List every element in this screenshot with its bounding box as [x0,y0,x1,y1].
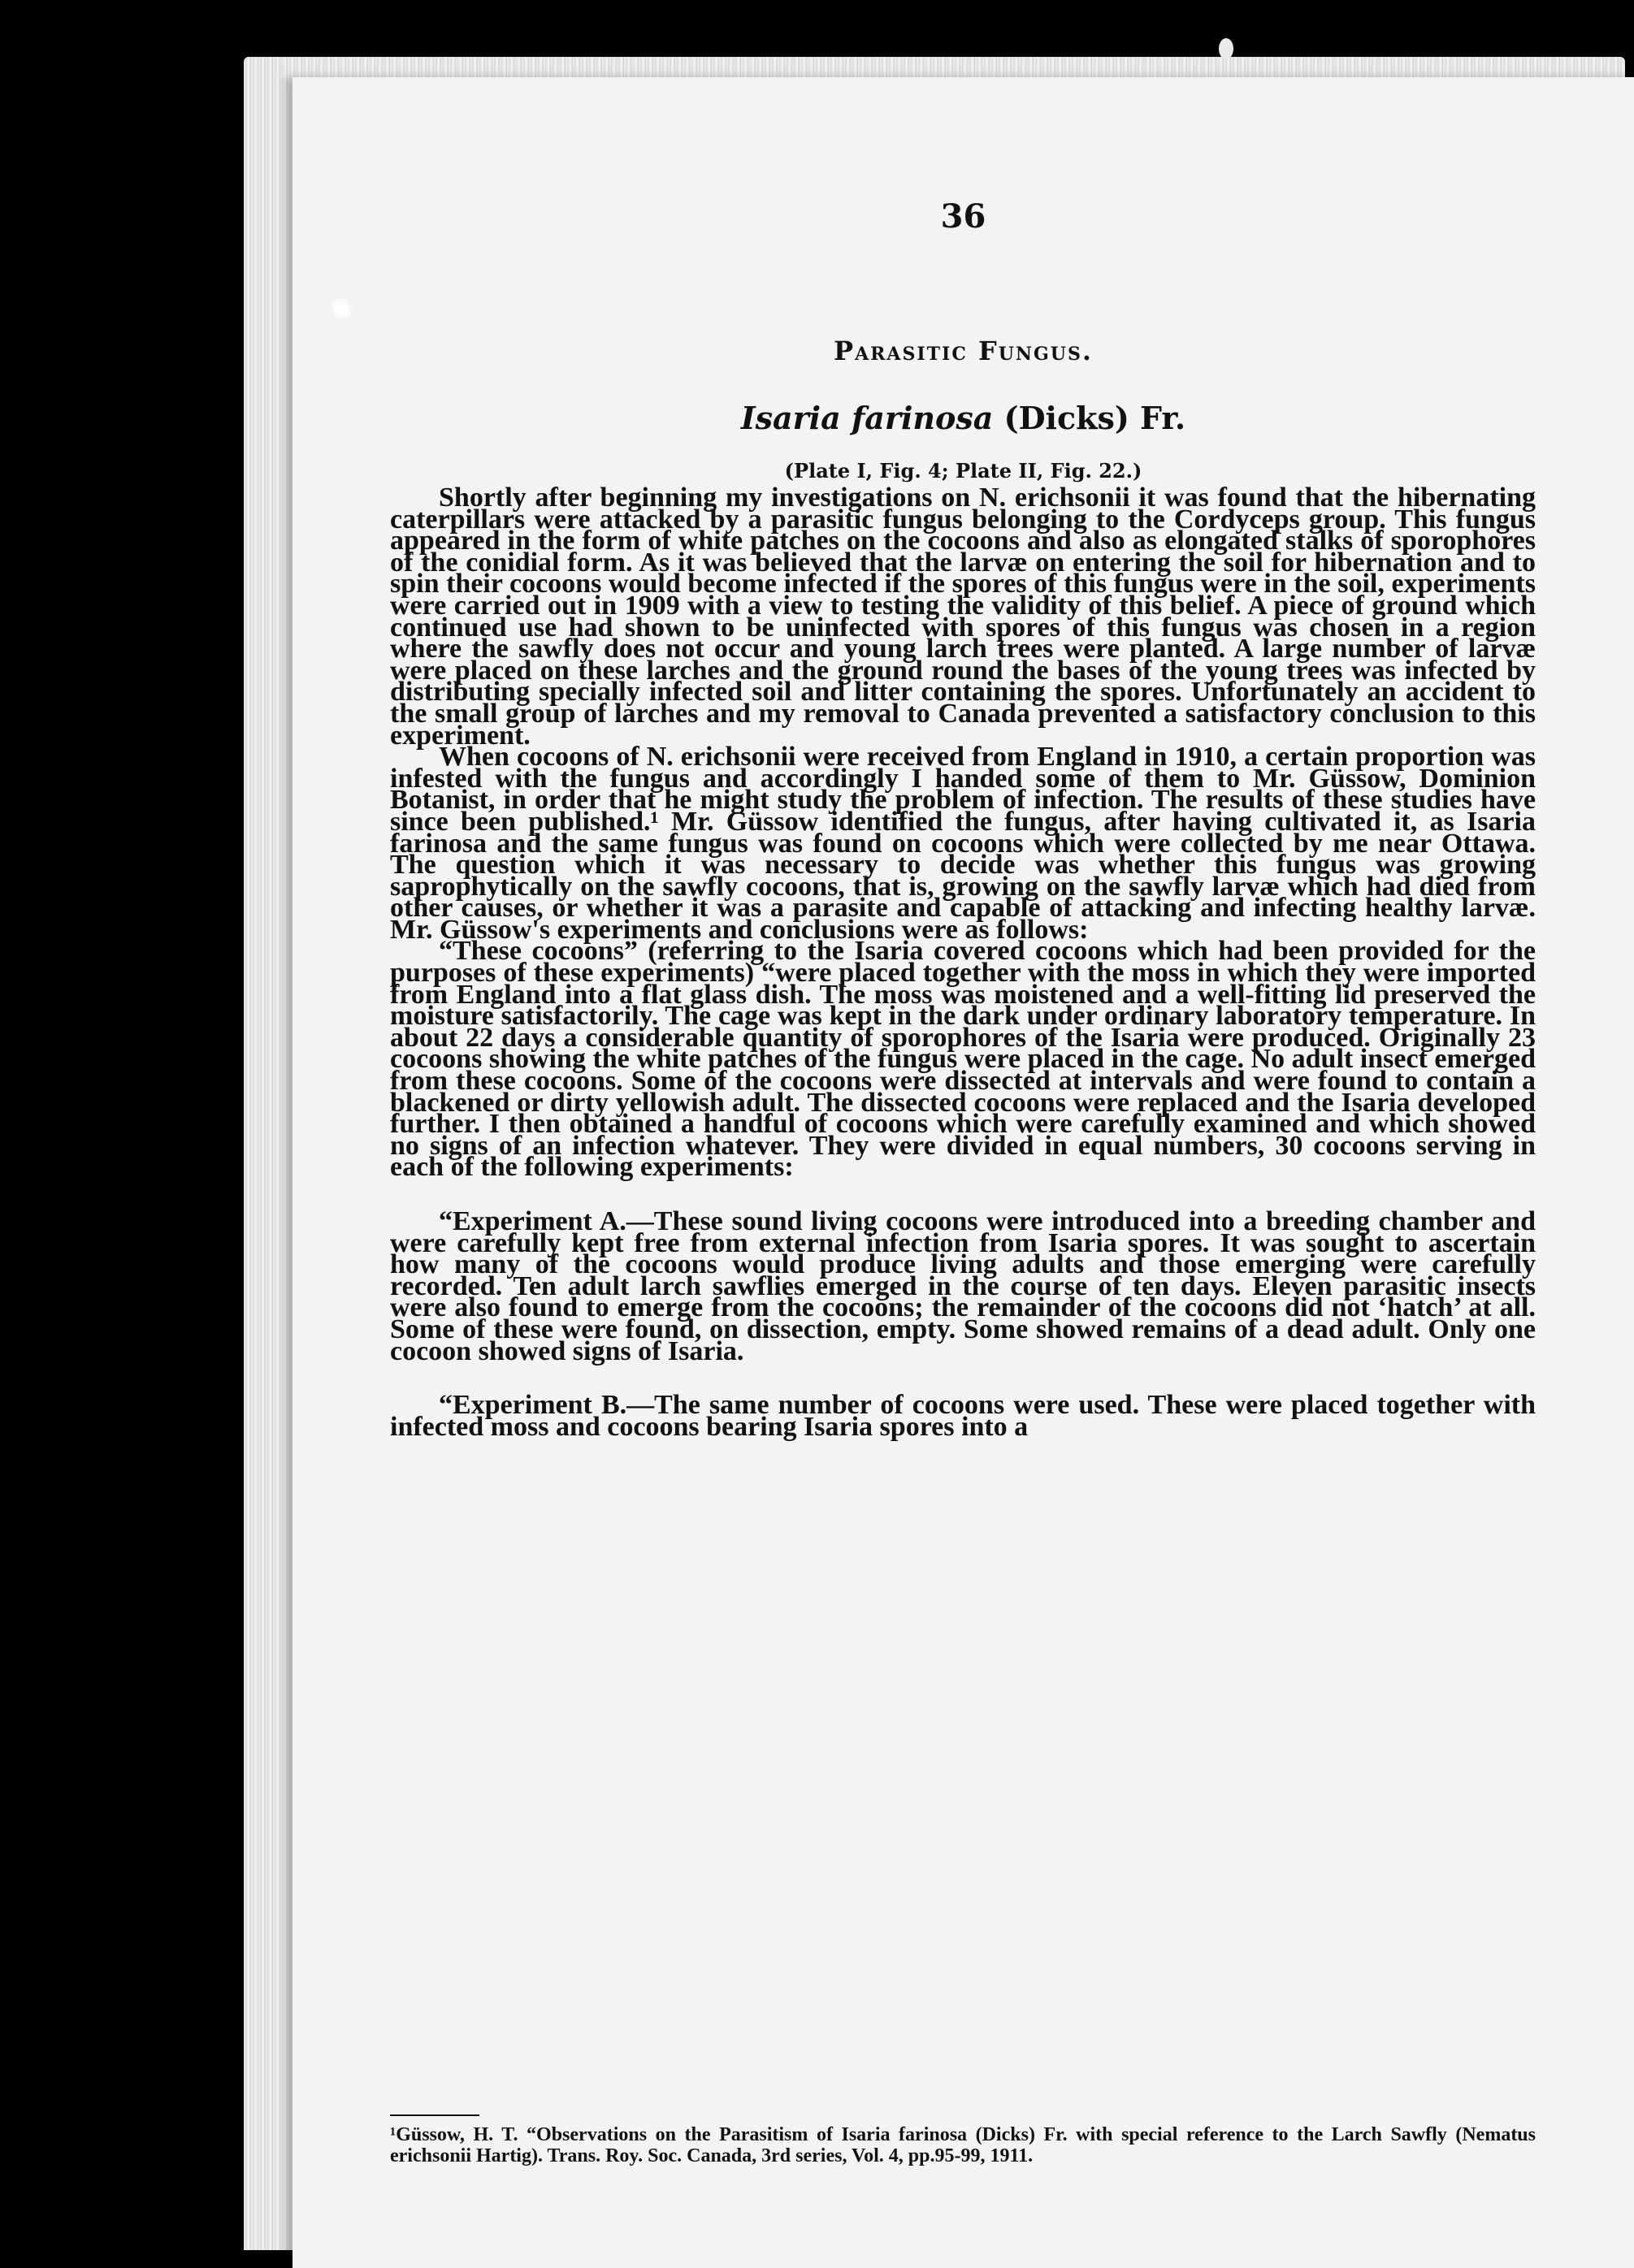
paragraph: Shortly after beginning my investigations on N. erichsonii it was found that the hibernating caterpillars were attacked by a parasitic fungus belonging to the Cordyceps group. This fungus appeared in the form of white patches on the cocoons and also as elongated stalks of sporophores of the conidial form. As it was believed that the larvæ on entering the soil for hibernation and to spin their cocoons would become infected if the spores of this fungus were in the soil, experiments were carried out in 1909 with a view to testing the validity of this belief. A piece of ground which continued use had shown to be uninfected with spores of this fungus was chosen in a region where the sawfly does not occur and young larch trees were planted. A large number of larvæ were placed on these larches and the ground round the bases of the young trees was infected by distributing specially infected soil and litter containing the spores. Unfortunately an accident to the small group of larches and my removal to Canada prevented a satisfactory conclusion to this experiment. [390,483,1536,751]
species-authority: (Dicks) Fr. [1003,400,1186,436]
footnote: ¹Güssow, H. T. “Observations on the Parasitism of Isaria farinosa (Dicks) Fr. with special reference to the Larch Sawfly (Nematus erichsonii Hartig). Trans. Roy. Soc. Canada, 3rd series, Vol. 4, pp.95-99, 1911. [390,2124,1536,2166]
paragraph: “Experiment B.—The same number of cocoons were used. These were placed together with infected moss and cocoons bearing Isaria spores into a [390,1390,1536,1442]
paragraph: When cocoons of N. erichsonii were received from England in 1910, a certain proportion was infested with the fungus and accordingly I handed some of them to Mr. Güssow, Dominion Botanist, in order that he might study the problem of infection. The results of these studies have since been published.¹ Mr. Güssow identified the fungus, after having cultivated it, as Isaria farinosa and the same fungus was found on cocoons which were collected by me near Ottawa. The question which it was necessary to decide was whether this fungus was growing saprophytically on the sawfly cocoons, that is, growing on the sawfly larvæ which had died from other causes, or whether it was a parasite and capable of attacking and infecting healthy larvæ. Mr. Güssow's experiments and conclusions were as follows: [390,742,1536,945]
ink-blot [329,296,353,321]
species-heading [293,400,1634,436]
paragraph: “These cocoons” (referring to the Isaria covered cocoons which had been provided for the purposes of these experiments) “were placed together with the moss in which they were imported from England into a flat glass dish. The moss was moistened and a well-fitting lid preserved the moisture satisfactorily. The cage was kept in the dark under ordinary laboratory temperature. In about 22 days a considerable quantity of sporophores of the Isaria were produced. Originally 23 cocoons showing the white patches of the fungus were placed in the cage. No adult insect emerged from these cocoons. Some of the cocoons were dissected at intervals and were found to contain a blackened or dirty yellowish adult. The dissected cocoons were replaced and the Isaria developed further. I then obtained a handful of cocoons which were carefully examined and which showed no signs of an infection whatever. They were divided in equal numbers, 30 cocoons serving in each of the following experiments: [390,936,1536,1183]
plate-reference: (Plate I, Fig. 4; Plate II, Fig. 22.) [784,459,1142,483]
paragraph: “Experiment A.—These sound living cocoons were introduced into a breeding chamber and were carefully kept free from external infection from Isaria spores. It was sought to ascertain how many of the cocoons would produce living adults and those emerging were carefully recorded. Ten adult larch sawflies emerged in the course of ten days. Eleven parasitic insects were also found to emerge from the cocoons; the remainder of the cocoons did not ‘hatch’ at all. Some of these were found, on dissection, empty. Some showed remains of a dead adult. Only one cocoon showed signs of Isaria. [390,1206,1536,1366]
binding-mark [1219,38,1233,59]
footnote-rule [390,2114,479,2116]
body-text [390,483,1536,1442]
section-title: Parasitic Fungus. [834,335,1093,366]
species-name: Isaria farinosa [740,400,994,436]
page-number: 36 [940,197,986,236]
book-page [293,77,1634,2268]
